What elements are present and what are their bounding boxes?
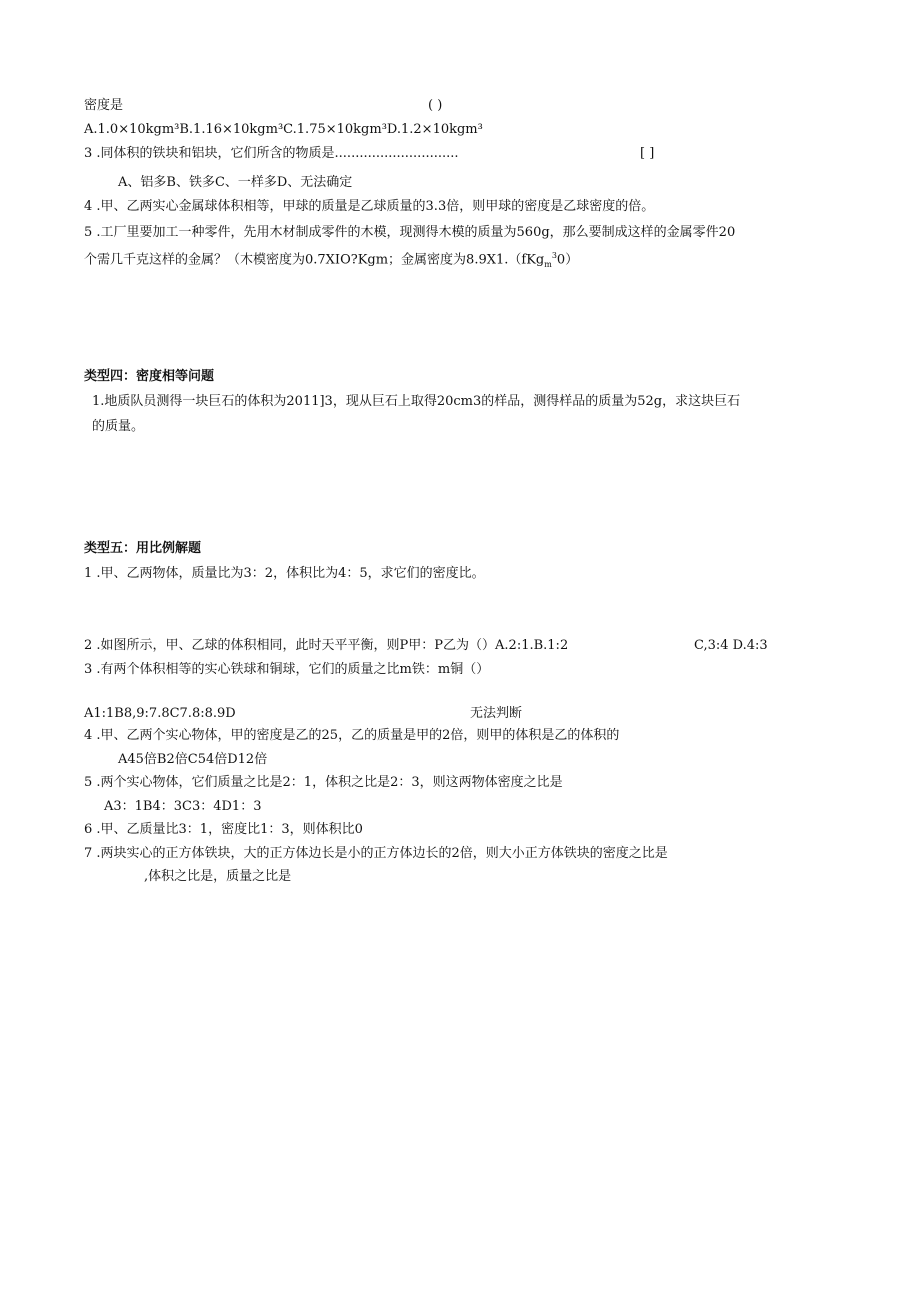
question-3: 3 .有两个体积相等的实心铁球和铜球，它们的质量之比m铁：m铜（） [84,662,490,677]
option-d: 无法判断 [470,706,523,721]
options-line: A.1.0×10kgm³B.1.16×10kgm³C.1.75×10kgm³D.1.2×10kgm³ [84,122,483,137]
question-7: 7 .两块实心的正方体铁块，大的正方体边长是小的正方体边长的2倍，则大小正方体铁块的密度之比是 [84,846,668,861]
question-4: 4 .甲、乙两个实心物体，甲的密度是乙的25，乙的质量是甲的2倍，则甲的体积是乙的体积的 [84,728,620,743]
question-1: 1 .甲、乙两物体，质量比为3：2，体积比为4：5，求它们的密度比。 [84,566,485,581]
question-1: 1.地质队员测得一块巨石的体积为2011]3，现从巨石上取得20cm3的样品，测得样品的质量为52g，求这块巨石 [92,394,741,409]
options-line: C,3:4 D.4:3 [694,638,768,653]
section-heading: 类型四：密度相等问题 [84,369,215,384]
question-1-cont: 的质量。 [92,419,145,434]
question-5: 5 .两个实心物体，它们质量之比是2：1，体积之比是2：3，则这两物体密度之比是 [84,775,563,790]
question-3: 3 .同体积的铁块和铝块，它们所含的物质是.............................. [84,146,459,161]
question-5-cont: 个需几千克这样的金属？（木模密度为0.7XIO?Kgm；金属密度为8.9X1.（fKg$_m^3$0） [84,251,579,269]
options-line: A、铝多B、铁多C、一样多D、无法确定 [118,175,353,190]
question-5: 5 .工厂里要加工一种零件，先用木材制成零件的木模，现测得木模的质量为560g，那么要制成这样的金属零件20 [84,225,736,240]
question-7-cont: ,体积之比是，质量之比是 [144,869,292,884]
question-prefix: 密度是 [84,98,124,113]
section-heading: 类型五：用比例解题 [84,541,202,556]
options-line: A45倍B2倍C54倍D12倍 [118,752,268,767]
options-line: A3：1B4：3C3：4D1：3 [104,799,262,814]
answer-bracket: [ ] [640,146,655,161]
question-6: 6 .甲、乙质量比3：1，密度比1：3，则体积比0 [84,822,363,837]
answer-blank: ( ) [428,98,443,113]
question-4: 4 .甲、乙两实心金属球体积相等，甲球的质量是乙球质量的3.3倍，则甲球的密度是乙球密度的倍。 [84,199,655,214]
question-2: 2 .如图所示，甲、乙球的体积相同，此时天平平衡，则P甲：P乙为（）A.2:1.B.1:2 [84,638,569,653]
options-line: A1:1B8,9:7.8C7.8:8.9D [84,706,236,721]
